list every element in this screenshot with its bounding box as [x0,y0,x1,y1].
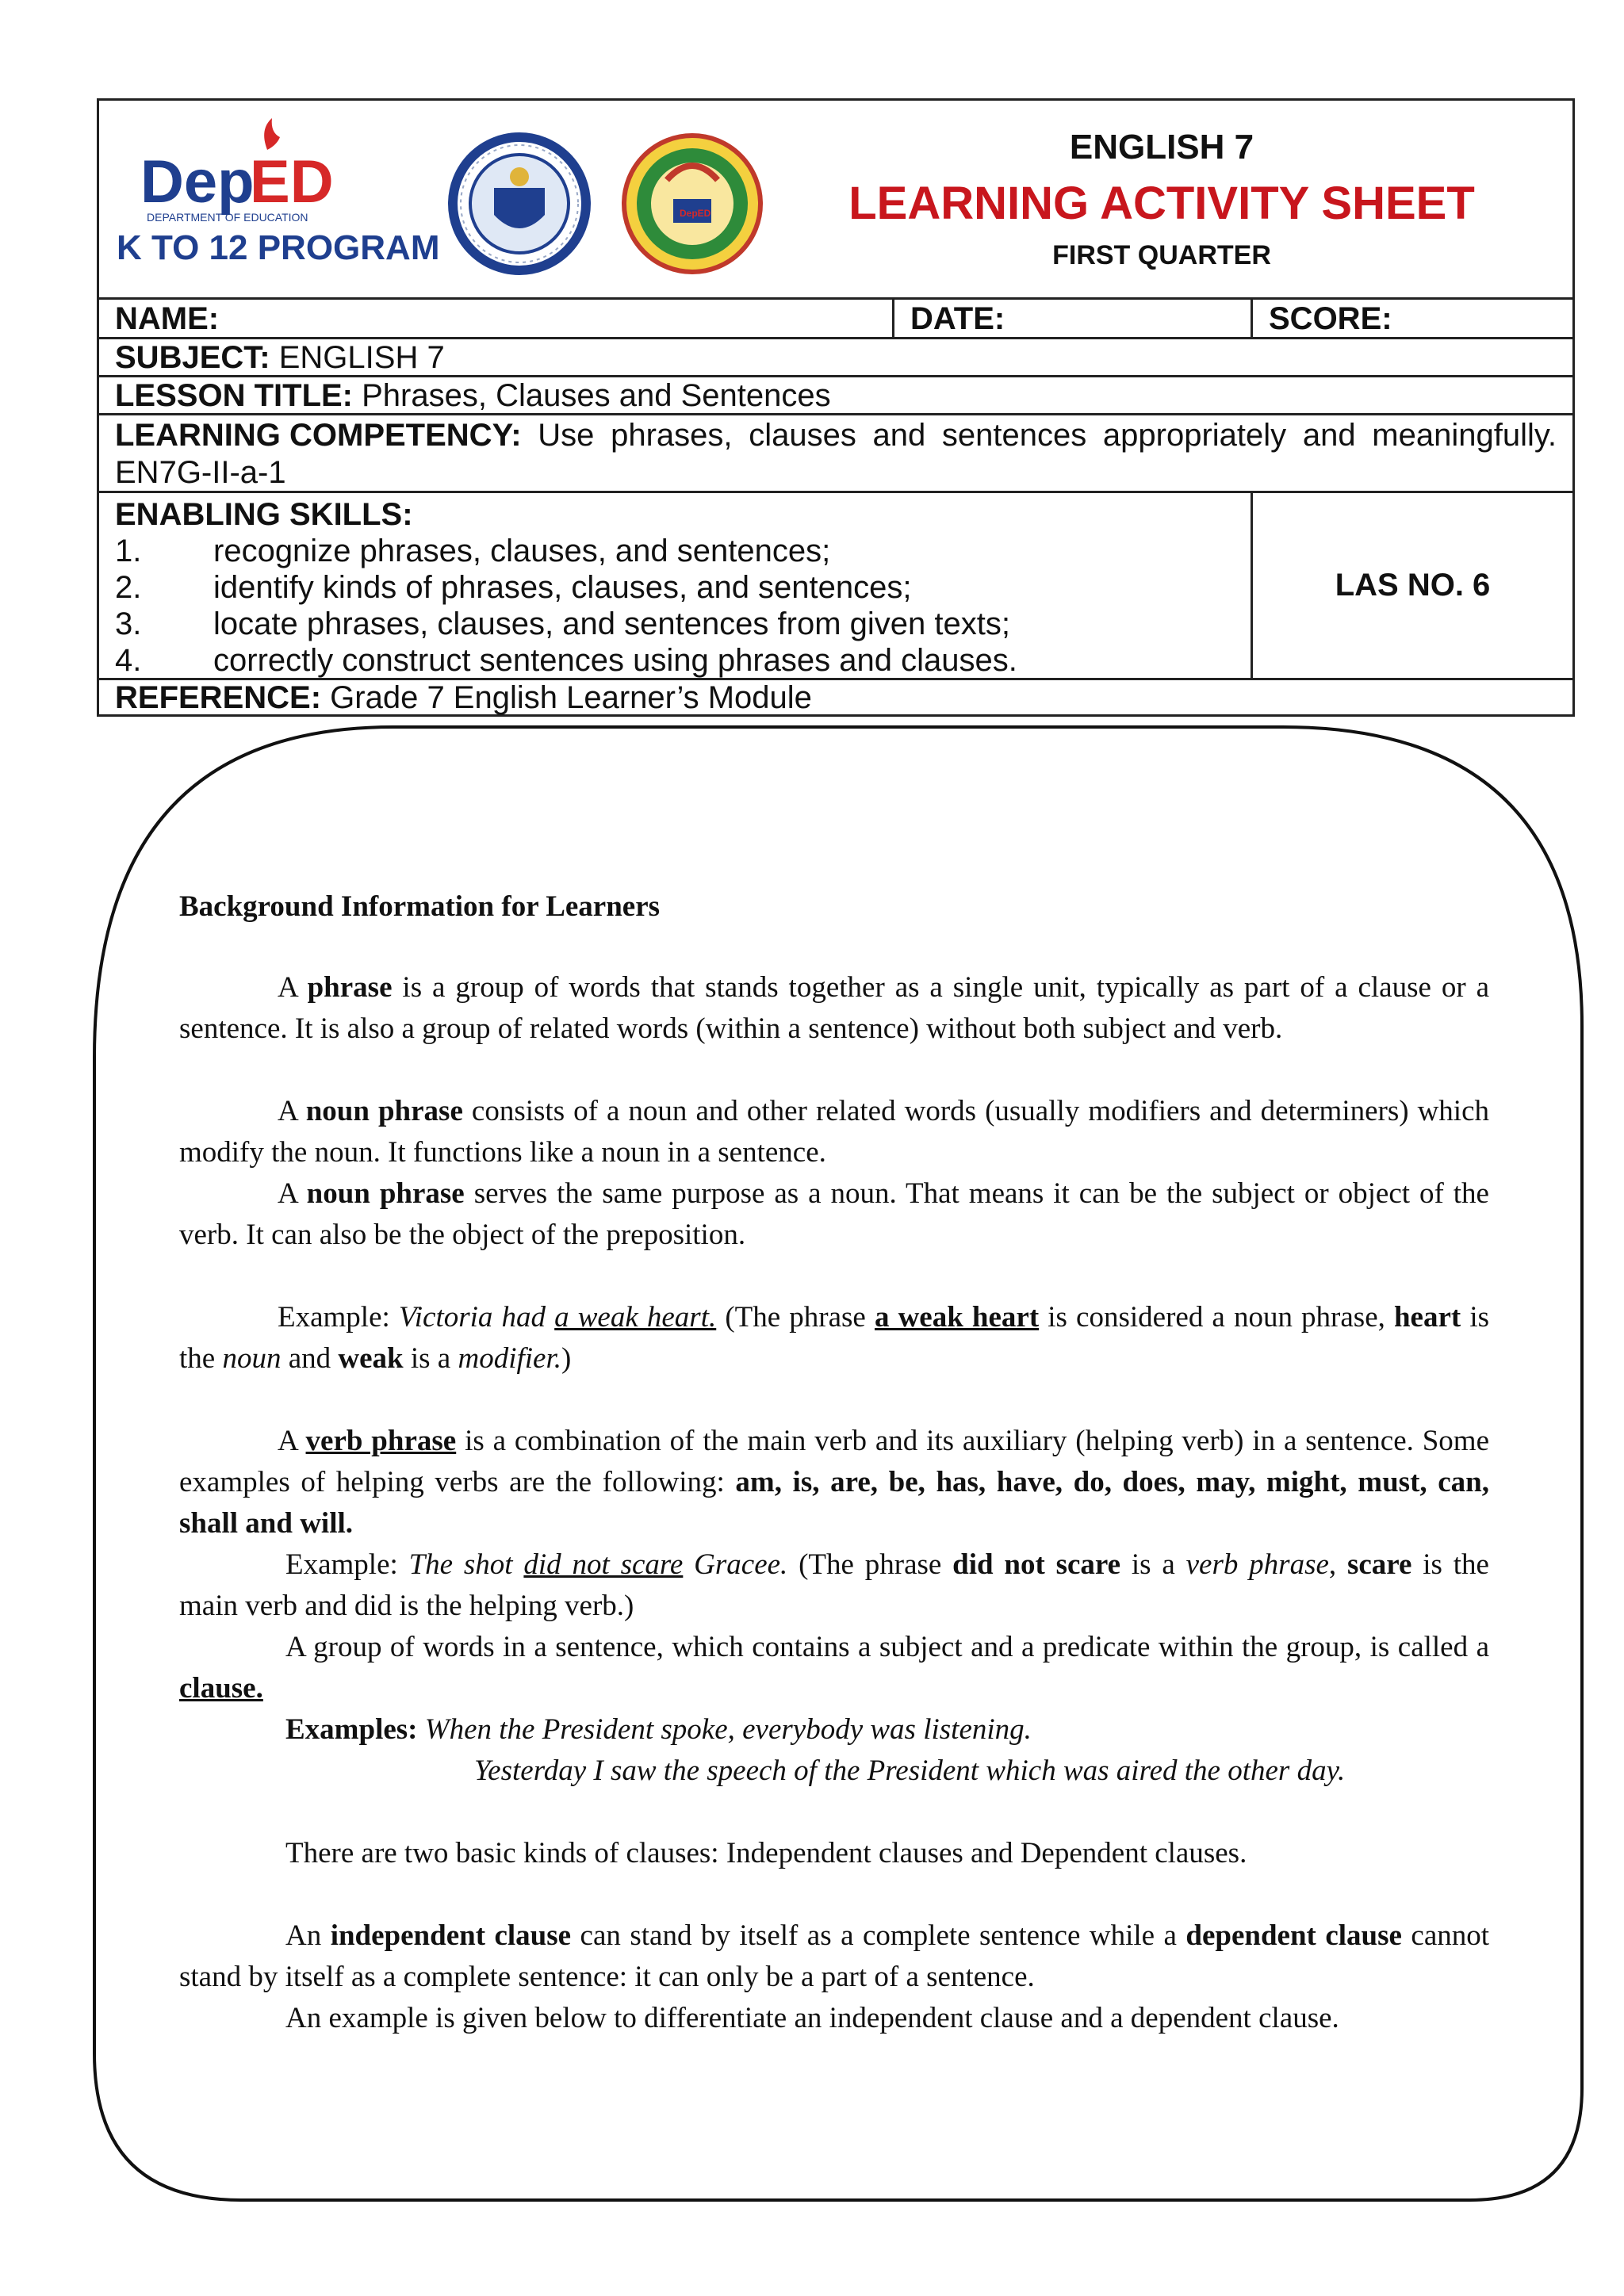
skills-cell [99,493,1251,678]
competency-word: and [1302,418,1356,453]
lesson-row [99,375,1572,413]
paragraph-noun-phrase: A noun phrase consists of a noun and other related words (usually modifiers and determiners) which modify the noun. It functions like a noun in a sentence. [179,1095,1490,1169]
title-row [99,101,1572,297]
competency-word: phrases, [611,418,733,453]
skill-text: identify kinds of phrases, clauses, and sentences; [213,570,912,605]
background-info [179,886,1489,2039]
paragraph-clause: A group of words in a sentence, which contains a subject and a predicate within the group, is called a clause. [179,1631,1489,1705]
reference-value: Grade 7 English Learner’s Module [330,680,812,715]
deped-logo-ed: ED [250,148,334,216]
subject-row [99,337,1572,375]
reference-label: REFERENCE: [115,680,322,715]
lesson-value: Phrases, Clauses and Sentences [362,378,831,413]
competency-word: Use [538,418,595,453]
competency-code: EN7G-II-a-1 [115,455,286,490]
sheet-title: LEARNING ACTIVITY SHEET [848,178,1475,229]
skill-item [115,642,1235,679]
competency-word: clauses [749,418,856,453]
paragraph-example-intro: An example is given below to differentiate an independent clause and a dependent clause. [285,2002,1339,2034]
paragraph-independent-dependent: An independent clause can stand by itself as a complete sentence while a dependent clause cannot stand by itself as a complete sentence: it can only be a part of a sentence. [179,1919,1490,1993]
competency-label: LEARNING COMPETENCY: [115,418,522,453]
skill-number: 1. [115,534,142,568]
paragraph-verb-phrase: A verb phrase is a combination of the main verb and its auxiliary (helping verb) in a sentence. Some examples of helping verbs are the following: am, is, are, be, has, have, do, does, may, might, must, can, shall and will. [179,1425,1489,1540]
subject-label: SUBJECT: [115,340,270,375]
skill-number: 3. [115,607,142,641]
skill-item [115,533,1235,569]
svg-text:DepED: DepED [680,208,711,219]
torch-flame-icon [264,118,280,150]
skill-item [115,606,1235,642]
date-field[interactable]: DATE: [892,300,1251,337]
subject-title: ENGLISH 7 [1069,128,1254,166]
quarter-label: FIRST QUARTER [1052,240,1271,270]
name-field[interactable]: NAME: [115,301,220,336]
header-table [97,98,1575,717]
skill-text: recognize phrases, clauses, and sentences; [213,534,831,568]
deped-logo-sub: DEPARTMENT OF EDUCATION [147,211,308,224]
deped-seal-icon [453,137,586,270]
competency-word: appropriately [1102,418,1287,453]
division-seal-icon [624,136,760,272]
paragraph-noun-phrase-2: A noun phrase serves the same purpose as a noun. That means it can be the subject or object of the verb. It can also be the object of the preposition. [179,1177,1489,1251]
logos-area [99,101,813,297]
las-number: LAS NO. 6 [1251,493,1572,678]
skill-text: correctly construct sentences using phrases and clauses. [213,643,1017,678]
reference-row [99,678,1572,714]
title-block [805,128,1519,271]
score-field[interactable]: SCORE: [1251,300,1572,337]
example-clause: Examples: When the President spoke, everybody was listening. [285,1713,1032,1746]
skill-item [115,569,1235,606]
competency-line [115,417,1557,454]
deped-logo-text: Dep [140,148,255,216]
skills-row [99,491,1572,678]
competency-word: and [872,418,926,453]
name-row [99,297,1572,337]
skills-label: ENABLING SKILLS: [115,497,413,532]
deped-logo [99,101,813,297]
skill-number: 2. [115,570,142,605]
paragraph-kinds-of-clauses: There are two basic kinds of clauses: Independent clauses and Dependent clauses. [285,1837,1247,1869]
example-clause-2: Yesterday I saw the speech of the President which was aired the other day. [474,1755,1346,1787]
skill-text: locate phrases, clauses, and sentences from given texts; [213,607,1010,641]
competency-row [99,413,1572,491]
competency-word: meaningfully. [1372,418,1557,453]
subject-value: ENGLISH 7 [278,340,445,375]
k12-program-text: K TO 12 PROGRAM [117,228,440,267]
skill-number: 4. [115,643,142,678]
lesson-label: LESSON TITLE: [115,378,353,413]
paragraph-phrase: A phrase is a group of words that stands together as a single unit, typically as part of a clause or a sentence. It is also a group of related words (within a sentence) without both subject and verb. [179,971,1489,1045]
example-noun-phrase: Example: Victoria had a weak heart. (The phrase a weak heart is considered a noun phrase, heart is the noun and weak is a modifier.) [179,1301,1490,1375]
example-verb-phrase: Example: The shot did not scare Gracee. (The phrase did not scare is a verb phrase, scare is the main verb and did is the helping verb.) [179,1548,1489,1622]
competency-word: sentences [941,418,1087,453]
section-heading: Background Information for Learners [179,890,661,923]
